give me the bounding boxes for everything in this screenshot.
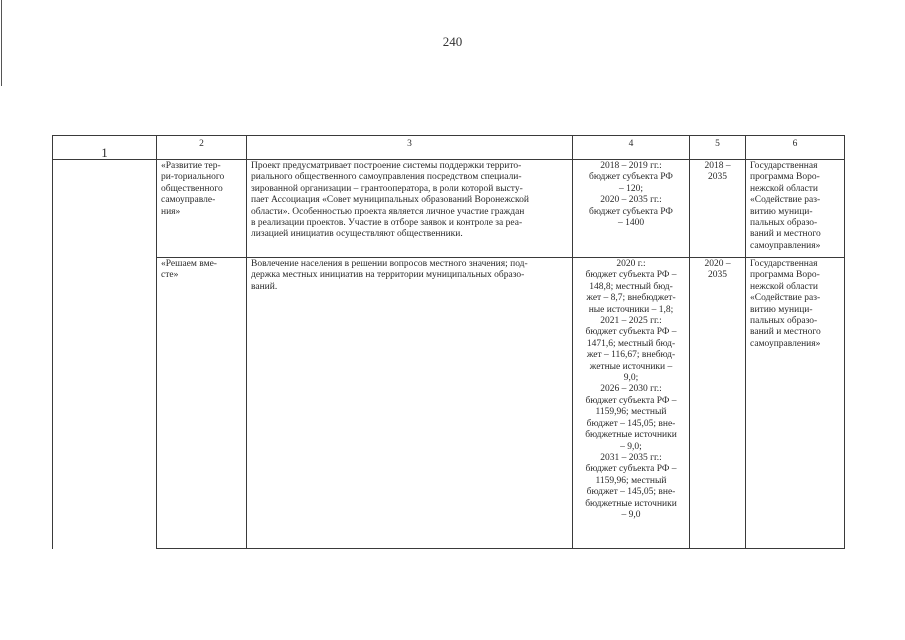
cell-text-line: общественного [161, 183, 223, 194]
cell-text-line: бюджет субъекта РФ [589, 206, 673, 217]
cell-text-line: «Решаем вме- [161, 259, 217, 269]
cell-text-line: держка местных инициатив на территории муниципальных образо- [251, 270, 525, 281]
cell-text-line: пальных образо- [750, 316, 818, 327]
cell-text-line: бюджет субъекта РФ [589, 172, 673, 183]
column-header: 2 [157, 136, 247, 160]
cell-text-line: бюджет субъекта РФ – [585, 270, 677, 281]
cell-text-line: Проект предусматривает построение системы поддержки террито- [251, 161, 522, 171]
cell-text-line: жетные источники – [589, 361, 673, 372]
cell-text-line: жет – 116,67; внебюд- [586, 350, 676, 361]
cell-text-line: 9,0; [623, 373, 639, 384]
cell-text-line: – 1400 [617, 218, 645, 229]
cell-text-line: бюджетные источники [585, 498, 677, 509]
project-name-cell [157, 160, 247, 258]
state-program-cell [746, 160, 845, 258]
cell-text-line: 2020 г.: [616, 259, 646, 269]
empty-cell [53, 258, 157, 549]
cell-text-line: программа Воро- [750, 172, 820, 183]
cell-text-line: 2018 – [704, 161, 731, 171]
project-description-cell [247, 258, 573, 549]
cell-text-line: – 9,0; [620, 441, 642, 452]
column-header: 4 [573, 136, 690, 160]
column-header: 6 [746, 136, 845, 160]
cell-text-line: – 9,0 [621, 509, 641, 520]
funding-cell [573, 160, 690, 258]
cell-text-line: Государственная [750, 161, 818, 171]
column-header: 5 [690, 136, 746, 160]
column-header: 1 [53, 136, 157, 160]
cell-text-line: бюджет субъекта РФ – [585, 395, 677, 406]
cell-text-line: «Содействие раз- [750, 293, 821, 304]
cell-text-line: самоуправления» [750, 240, 821, 251]
cell-text-line: витию муници- [750, 206, 813, 217]
programs-table [52, 135, 845, 549]
cell-text-line: 2026 – 2030 гг.: [600, 384, 662, 395]
cell-text-line: нежской области [750, 183, 819, 194]
cell-text-line: ри-ториального [161, 172, 225, 183]
table-header-row [53, 136, 845, 160]
cell-text-line: бюджетные источники [585, 430, 677, 441]
cell-text-line: ваний. [251, 281, 278, 292]
cell-text-line: самоуправления» [750, 338, 821, 349]
cell-text-line: пает Ассоциация «Совет муниципальных образований Воронежской [251, 195, 529, 206]
cell-text-line: – 120; [618, 183, 643, 194]
funding-cell [573, 258, 690, 549]
table-row [53, 258, 845, 549]
cell-text-line: бюджет – 145,05; вне- [586, 418, 676, 429]
cell-text-line: 2035 [708, 172, 727, 183]
cell-text-line: зированной организации – грантооператора, в роли которой высту- [251, 183, 523, 194]
cell-text-line: области». Особенностью проекта является личное участие граждан [251, 206, 525, 217]
cell-text-line: 2031 – 2035 гг.: [600, 452, 662, 463]
cell-text-line: 1471,6; местный бюд- [586, 338, 676, 349]
empty-cell [53, 160, 157, 258]
cell-text-line: 2018 – 2019 гг.: [600, 161, 662, 171]
cell-text-line: программа Воро- [750, 270, 820, 281]
cell-text-line: лизацией инициатив осуществляют общественники. [251, 229, 463, 240]
cell-text-line: 2020 – 2035 гг.: [600, 195, 662, 206]
cell-text-line: Вовлечение населения в решении вопросов местного значения; под- [251, 259, 528, 269]
cell-text-line: бюджет субъекта РФ – [585, 327, 677, 338]
page-number: 240 [442, 34, 463, 49]
project-description-cell [247, 160, 573, 258]
cell-text-line: пальных образо- [750, 218, 818, 229]
cell-text-line: в реализации проектов. Участие в отборе заявок и контроле за реа- [251, 218, 523, 229]
cell-text-line: 2035 [708, 270, 727, 281]
cell-text-line: Государственная [750, 259, 818, 269]
cell-text-line: 1159,96; местный [595, 407, 667, 418]
cell-text-line: 1159,96; местный [595, 475, 667, 486]
cell-text-line: самоуправле- [161, 195, 216, 206]
period-cell [690, 160, 746, 258]
cell-text-line: ные источники – 1,8; [588, 304, 674, 315]
cell-text-line: жет – 8,7; внебюджет- [586, 293, 676, 304]
cell-text-line: сте» [161, 270, 179, 281]
cell-text-line: нежской области [750, 281, 819, 292]
cell-text-line: 2020 – [704, 259, 731, 269]
period-cell [690, 258, 746, 549]
cell-text-line: риального общественного самоуправления посредством специали- [251, 172, 522, 183]
column-header: 3 [247, 136, 573, 160]
cell-text-line: витию муници- [750, 304, 813, 315]
cell-text-line: 148,8; местный бюд- [589, 281, 673, 292]
cell-text-line: ваний и местного [750, 327, 821, 338]
cell-text-line: ния» [161, 206, 181, 217]
cell-text-line: «Развитие тер- [161, 161, 221, 171]
cell-text-line: «Содействие раз- [750, 195, 821, 206]
state-program-cell [746, 258, 845, 549]
cell-text-line: бюджет – 145,05; вне- [586, 487, 676, 498]
project-name-cell [157, 258, 247, 549]
cell-text-line: ваний и местного [750, 229, 821, 240]
table-row [53, 160, 845, 258]
cell-text-line: бюджет субъекта РФ – [585, 464, 677, 475]
cell-text-line: 2021 – 2025 гг.: [600, 316, 662, 327]
